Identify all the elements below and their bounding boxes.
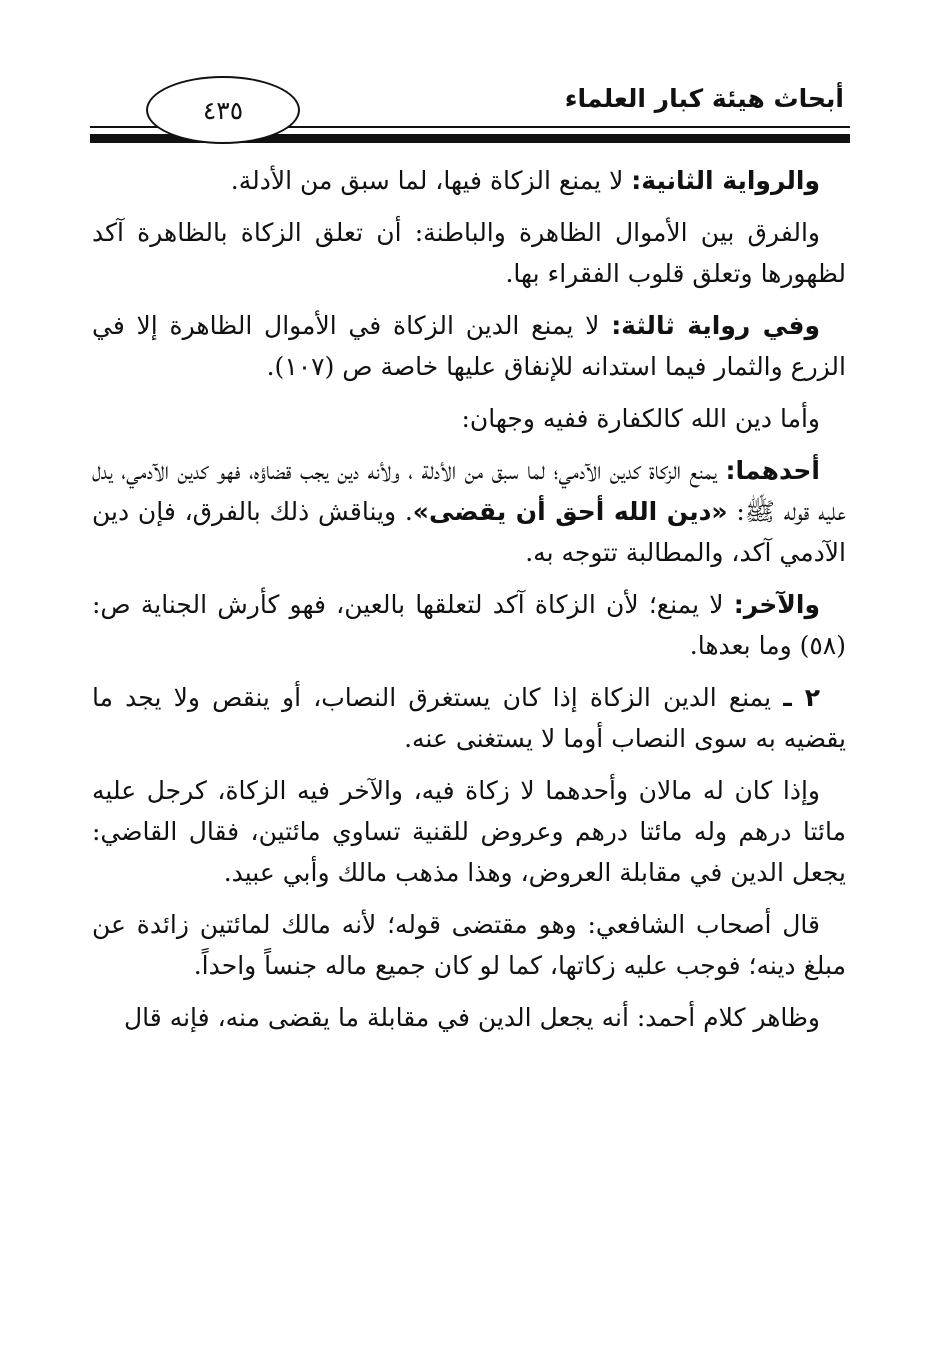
running-title: أبحاث هيئة كبار العلماء [564, 84, 844, 113]
paragraph-text: لا يمنع الدين الزكاة في الأموال الظاهرة إلا في الزرع والثمار فيما استدانه للإنفاق عليها خاصة ص (١٠٧). [92, 311, 846, 381]
paragraph-text: يمنع الدين الزكاة إذا كان يستغرق النصاب، أو ينقص ولا يجد ما يقضيه به سوى النصاب أوما لا يستغنى عنه. [92, 683, 846, 753]
paragraph-lead: وفي رواية ثالثة: [611, 311, 820, 340]
paragraph-text: لا يمنع الزكاة فيها، لما سبق من الأدلة. [230, 166, 632, 195]
paragraph [92, 584, 846, 666]
paragraph-lead: والرواية الثانية: [631, 166, 820, 195]
paragraph-text: وإذا كان له مالان وأحدهما لا زكاة فيه، والآخر فيه الزكاة، كرجل عليه مائتا درهم وله مائتا درهم وعروض للقنية تساوي مائتين، فقال القاضي: يجعل الدين في مقابلة العروض، وهذا مذهب مالك وأبي عبيد. [92, 776, 846, 887]
body-text [92, 160, 846, 1049]
paragraph-text: . ويناقش ذلك بالفرق، فإن دين الآدمي آكد، والمطالبة تتوجه به. [92, 497, 846, 567]
paragraph-text: قال أصحاب الشافعي: وهو مقتضى قوله؛ لأنه مالك لمائتين زائدة عن مبلغ دينه؛ فوجب عليه زكاتها، كما لو كان جميع ماله جنساً واحداً. [92, 910, 846, 980]
paragraph [92, 212, 846, 294]
paragraph-lead: ٢ ـ [783, 683, 821, 712]
paragraph [92, 160, 846, 201]
page-number: ٤٣٥ [146, 76, 300, 144]
paragraph-text: والفرق بين الأموال الظاهرة والباطنة: أن تعلق الزكاة بالظاهرة آكد لظهورها وتعلق قلوب الفقراء بها. [92, 218, 846, 288]
paragraph [92, 398, 846, 439]
paragraph-text: وأما دين الله كالكفارة ففيه وجهان: [461, 404, 820, 433]
paragraph-text: وظاهر كلام أحمد: أنه يجعل الدين في مقابلة ما يقضى منه، فإنه قال [124, 1003, 820, 1032]
paragraph [92, 997, 846, 1038]
paragraph-text: لا يمنع؛ لأن الزكاة آكد لتعلقها بالعين، فهو كأرش الجناية ص: (٥٨) وما بعدها. [92, 590, 846, 660]
paragraph [92, 450, 846, 573]
hadith-quote: «دين الله أحق أن يقضى» [412, 497, 728, 526]
paragraph-lead: أحدهما: [725, 456, 820, 485]
paragraph [92, 305, 846, 387]
paragraph-lead: والآخر: [733, 590, 820, 619]
paragraph [92, 677, 846, 759]
paragraph [92, 770, 846, 893]
paragraph [92, 904, 846, 986]
paragraph-text: يمنع الزكاة كدين الآدمي؛ لما سبق من الأدلة ، ولأنه دين يجب قضاؤه، فهو كدين الآدمي، يدل عليه قوله ﷺ: [92, 456, 846, 526]
page-header [90, 70, 850, 150]
